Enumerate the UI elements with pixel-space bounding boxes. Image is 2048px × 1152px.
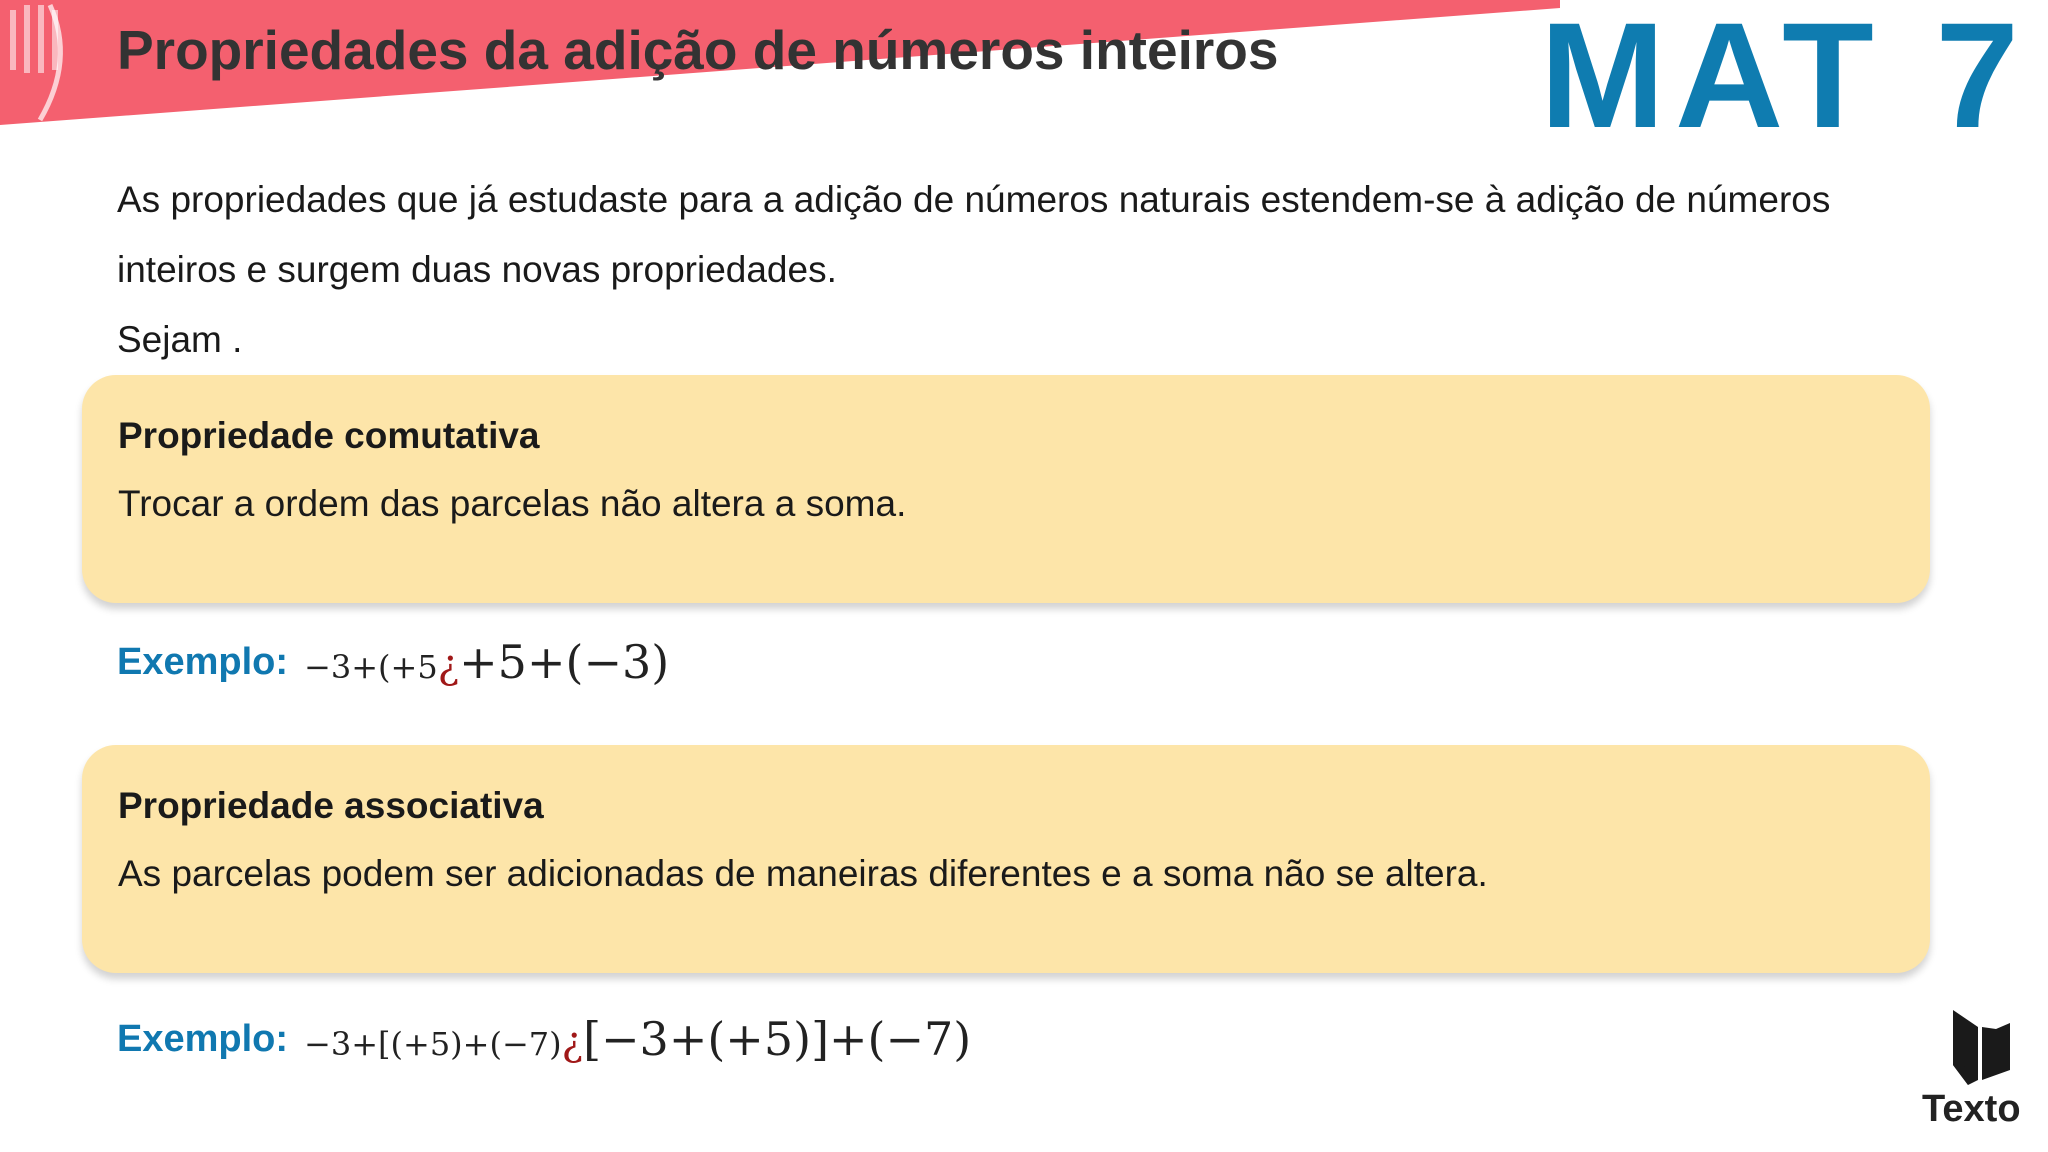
- intro-paragraph: [117, 165, 1937, 375]
- card-title: Propriedade associativa: [118, 785, 544, 826]
- formula-error-glyph: ¿: [437, 642, 460, 688]
- card-title: Propriedade comutativa: [118, 415, 540, 456]
- formula-error-glyph: ¿: [561, 1019, 584, 1065]
- commutative-property-card: [82, 375, 1930, 603]
- commutative-example: [117, 635, 669, 689]
- example-label: Exemplo:: [117, 640, 289, 683]
- formula-left: −3+[(+5)+(−7): [304, 1025, 562, 1063]
- associative-property-card: [82, 745, 1930, 973]
- page-title: Propriedades da adição de números inteiros: [117, 19, 1279, 81]
- card-text: As parcelas podem ser adicionadas de maneiras diferentes e a soma não se altera.: [118, 853, 1488, 894]
- formula-right: +5+(−3): [459, 635, 670, 689]
- intro-line: Sejam .: [117, 319, 243, 360]
- example-label: Exemplo:: [117, 1017, 289, 1060]
- formula-right: [−3+(+5)]+(−7): [583, 1012, 972, 1066]
- example-formula: [304, 635, 669, 689]
- formula-left: −3+(+5: [304, 648, 438, 686]
- logo-text: Texto: [1922, 1088, 2021, 1130]
- intro-line: inteiros e surgem duas novas propriedades.: [117, 249, 837, 290]
- brand-mark: MAT 7: [1540, 0, 2029, 159]
- card-text: Trocar a ordem das parcelas não altera a soma.: [118, 483, 907, 524]
- associative-example: [117, 1012, 971, 1066]
- example-formula: [304, 1012, 971, 1066]
- intro-line: As propriedades que já estudaste para a adição de números naturais estendem-se à adição de números: [117, 179, 1831, 220]
